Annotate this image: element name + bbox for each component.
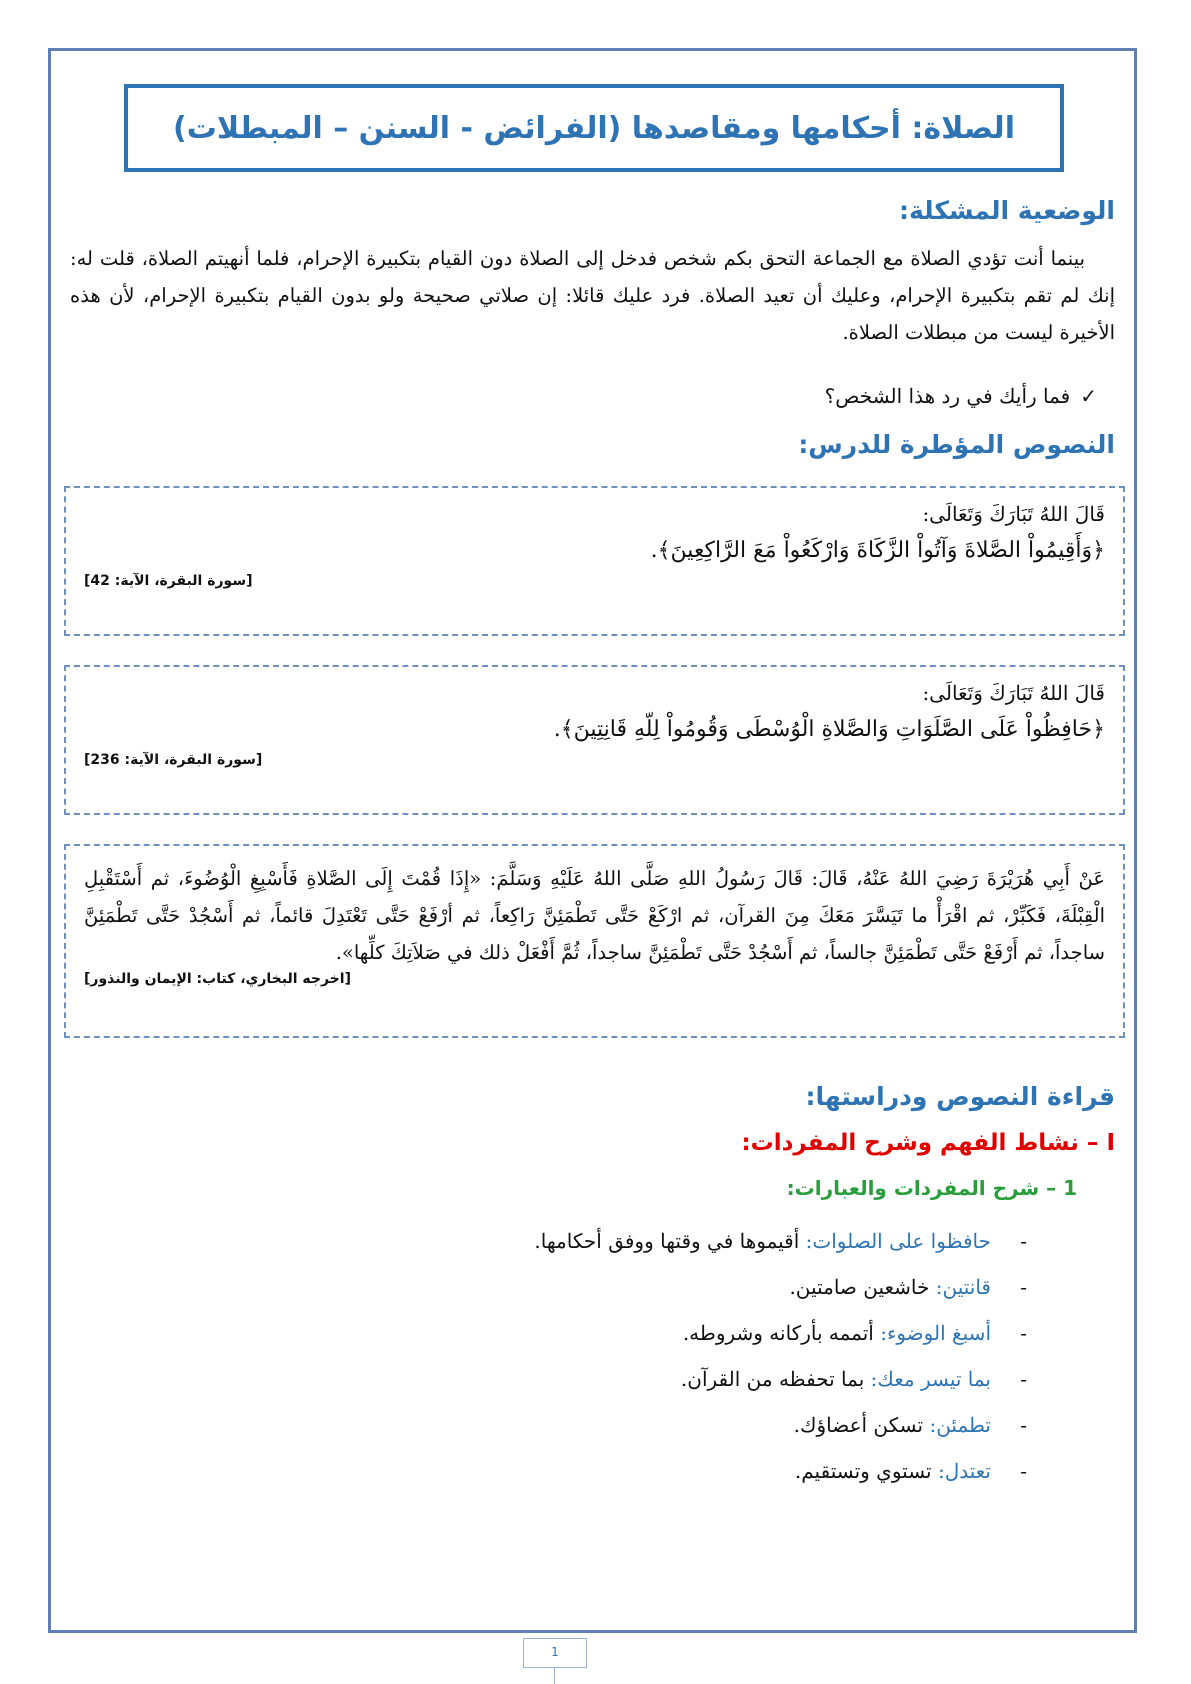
quran-reference: [سورة البقرة، الآية: 236] xyxy=(84,752,263,768)
vocab-term: تعتدل: xyxy=(937,1459,991,1483)
quran-box-1 xyxy=(64,486,1125,636)
title-box xyxy=(124,84,1064,172)
vocab-definition: بما تحفظه من القرآن. xyxy=(680,1367,865,1391)
list-item: - أسبغ الوضوء: أتممه بأركانه وشروطه. xyxy=(534,1310,1027,1356)
problem-question xyxy=(825,384,1097,408)
check-icon: ✓ xyxy=(1080,384,1097,408)
quran-lead: قَالَ اللهُ تَبَارَكَ وَتَعَالَى: xyxy=(922,502,1105,526)
quran-lead: قَالَ اللهُ تَبَارَكَ وَتَعَالَى: xyxy=(922,681,1105,705)
list-item: - قانتين: خاشعين صامتين. xyxy=(534,1264,1027,1310)
quran-reference: [سورة البقرة، الآية: 42] xyxy=(84,573,253,589)
page-number: 1 xyxy=(523,1638,587,1668)
hadith-reference: [اخرجه البخاري، كتاب: الإيمان والنذور] xyxy=(84,971,351,987)
list-item: - تطمئن: تسكن أعضاؤك. xyxy=(534,1402,1027,1448)
vocab-definition: أتممه بأركانه وشروطه. xyxy=(682,1321,874,1345)
quran-verse: ﴿وَأَقِيمُواْ الصَّلاةَ وَآتُواْ الزَّكَاةَ وَارْكَعُواْ مَعَ الرَّاكِعِينَ﴾. xyxy=(650,538,1105,563)
vocab-definition: أقيموها في وقتها ووفق أحكامها. xyxy=(534,1229,800,1253)
list-item: - حافظوا على الصلوات: أقيموها في وقتها ووفق أحكامها. xyxy=(534,1218,1027,1264)
vocab-definition: تسكن أعضاؤك. xyxy=(793,1413,924,1437)
page-content xyxy=(48,48,1137,1633)
hadith-box xyxy=(64,844,1125,1038)
vocab-definition: خاشعين صامتين. xyxy=(789,1275,930,1299)
page-number-connector xyxy=(554,1668,555,1684)
hadith-text: عَنْ أَبِي هُرَيْرَةَ رَضِيَ اللهُ عَنْهُ، قَالَ: قَالَ رَسُولُ اللهِ صَلَّى اللهُ عَلَيْهِ وَسَلَّمَ: «إِذَا قُمْتَ إِلَى الصَّلاةِ فَأَسْبِغِ الْوُضُوءَ، ثم أَسْتَقْبِلِ الْقِبْلَةَ، فَكَبِّرْ، ثم اقْرَأْ ما تَيَسَّرَ مَعَكَ مِنَ القرآن، ثم ارْكَعْ حَتَّى تَطْمَئِنَّ رَاكِعاً، ثم أرْفَعْ حَتَّى تَعْتَدِلَ قائماً، ثم أَسْجُدْ حَتَّى تَطْمَئِنَّ ساجداً، ثم أَرْفَعْ حَتَّى تَطْمَئِنَّ جالساً، ثم أَسْجُدْ حَتَّى تَطْمَئِنَّ ساجداً، ثُمَّ أَفْعَلْ ذلك في صَلاَتِكَ كلِّها». xyxy=(84,867,1105,964)
vocab-term: بما تيسر معك: xyxy=(870,1367,991,1391)
vocab-term: تطمئن: xyxy=(929,1413,991,1437)
page-title: الصلاة: أحكامها ومقاصدها (الفرائض - السنن – المبطلات) xyxy=(173,110,1015,146)
quran-verse: ﴿حَافِظُواْ عَلَى الصَّلَوَاتِ وَالصَّلاةِ الْوُسْطَى وَقُومُواْ لِلّهِ قَانِتِينَ﴾. xyxy=(553,717,1105,742)
vocab-definition: تستوي وتستقيم. xyxy=(794,1459,932,1483)
vocab-heading: 1 – شرح المفردات والعبارات: xyxy=(786,1176,1077,1200)
vocab-list xyxy=(534,1218,1027,1494)
reading-heading: قراءة النصوص ودراستها: xyxy=(805,1082,1115,1111)
list-item: - بما تيسر معك: بما تحفظه من القرآن. xyxy=(534,1356,1027,1402)
vocab-term: قانتين: xyxy=(935,1275,991,1299)
texts-heading: النصوص المؤطرة للدرس: xyxy=(798,430,1115,459)
list-item: - تعتدل: تستوي وتستقيم. xyxy=(534,1448,1027,1494)
vocab-term: حافظوا على الصلوات: xyxy=(805,1229,991,1253)
vocab-term: أسبغ الوضوء: xyxy=(880,1321,991,1345)
activity-heading: I – نشاط الفهم وشرح المفردات: xyxy=(741,1130,1115,1156)
question-text: فما رأيك في رد هذا الشخص؟ xyxy=(824,384,1071,408)
problem-heading: الوضعية المشكلة: xyxy=(898,196,1115,225)
quran-box-2 xyxy=(64,665,1125,815)
problem-text: بينما أنت تؤدي الصلاة مع الجماعة التحق بكم شخص فدخل إلى الصلاة دون القيام بتكبيرة الإحرام، فلما أنهيتم الصلاة، قلت له: إنك لم تقم بتكبيرة الإحرام، وعليك أن تعيد الصلاة. فرد عليك قائلا: إن صلاتي صحيحة ولو بدون القيام بتكبيرة الإحرام، لأن هذه الأخيرة ليست من مبطلات الصلاة. xyxy=(70,247,1115,344)
